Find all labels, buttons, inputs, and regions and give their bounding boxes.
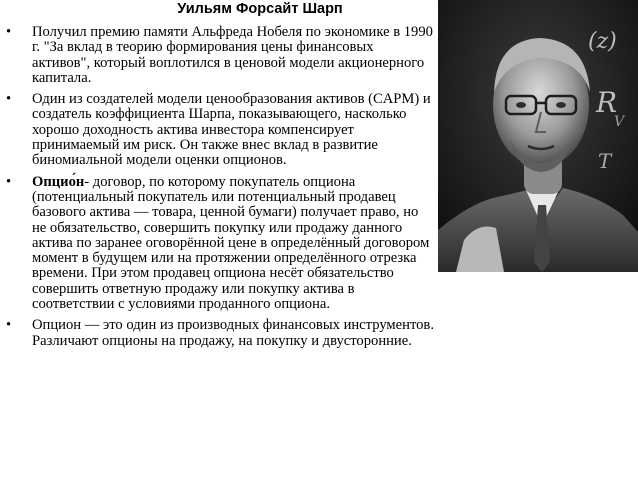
bullet-item xyxy=(6,25,434,86)
board-formula: (z) xyxy=(588,29,617,54)
left-eye xyxy=(516,102,526,108)
bullet-icon: • xyxy=(6,91,12,108)
bullet-icon: • xyxy=(6,173,12,190)
bullet-text: Опцион — это один из производных финансовых инструментов. Различают опционы на продажу, на покупку и двусторонние. xyxy=(32,317,434,349)
bullet-icon: • xyxy=(6,317,12,334)
bullet-text: Получил премию памяти Альфреда Нобеля по экономике в 1990 г. "За вклад в теорию формирования цены финансовых активов", который воплотился в ценовой модели акционерного капитала. xyxy=(32,24,433,86)
right-eye xyxy=(556,102,566,108)
portrait-photo xyxy=(438,0,638,272)
portrait-image xyxy=(438,0,638,272)
board-formula: T xyxy=(598,149,612,173)
option-term: Опцио́н xyxy=(32,173,85,190)
bullet-item xyxy=(6,318,434,349)
board-formula: R xyxy=(596,86,618,119)
bullet-item xyxy=(6,92,434,168)
bullet-text: - договор, по которому покупатель опциона (потенциальный покупатель или потенциальный продавец базового актива — товара, ценной бумаги) получает право, но не обязательство, совершить покупку или продажу данного актива по заранее оговорённой цене в определённый договором момент в будущем или на протяжении определённого отрезка времени. При этом продавец опциона несёт обязательство совершить ответную продажу или покупку актива в соответствии с условиями проданного опциона. xyxy=(32,173,430,313)
slide-title: Уильям Форсайт Шарп xyxy=(177,1,343,17)
board-formula: V xyxy=(614,114,625,130)
bullet-list xyxy=(6,25,434,355)
bullet-item xyxy=(6,175,434,313)
bullet-text: Один из создателей модели ценообразования активов (CAPM) и создатель коэффициента Шарпа, показывающего, насколько хорошо доходность актива инвестора компенсирует принимаемый им риск. Он также внес вклад в развитие биномиальной модели оценки опционов. xyxy=(32,91,431,169)
bullet-icon: • xyxy=(6,24,12,40)
